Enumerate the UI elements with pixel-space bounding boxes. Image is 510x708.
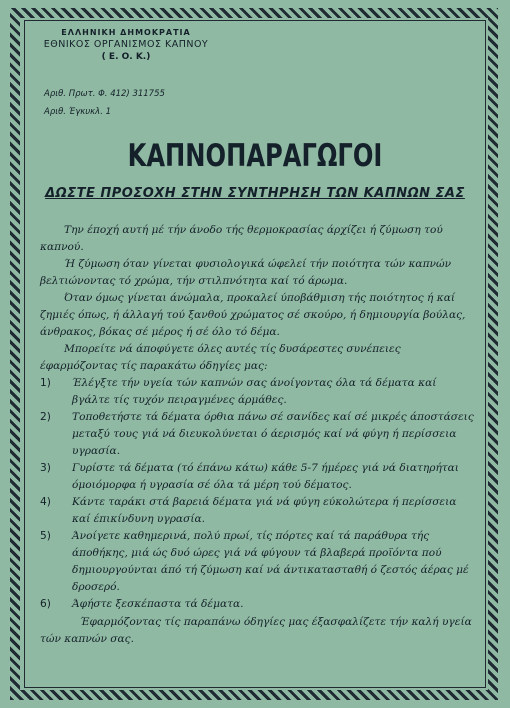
document-body [40, 222, 476, 648]
document-subtitle: ΔΩΣΤΕ ΠΡΟΣΟΧΗ ΣΤΗΝ ΣΥΝΤΗΡΗΣΗ ΤΩΝ ΚΑΠΝΩΝ ΣΑΣ [45, 186, 465, 201]
issuer-header [36, 28, 216, 62]
paragraph: Μπορείτε νά άποφύγετε όλες αυτές τίς δυσάρεστες συνέπειες έφαρμόζοντας τίς παρακάτω όδηγίες μας: [40, 343, 401, 372]
instruction-item [40, 528, 476, 596]
instruction-number: 2) [40, 411, 51, 423]
instruction-item [40, 409, 476, 460]
issuer-line-1: ΕΛΛΗΝΙΚΗ ΔΗΜΟΚΡΑΤΙΑ [61, 28, 191, 37]
instruction-number: 3) [40, 462, 51, 474]
instruction-number: 6) [40, 598, 51, 610]
protocol-number: Αριθ. Πρωτ. Φ. 412) 311755 [44, 89, 165, 99]
paragraph: Την έποχή αυτή μέ τήν άνοδο τής θερμοκρασίας άρχίζει ή ζύμωση τού καπνού. [40, 224, 443, 253]
issuer-line-3: ( Ε. Ο. Κ.) [101, 52, 151, 62]
circular-number: Αριθ. Έγκυκλ. 1 [44, 107, 112, 117]
instruction-item [40, 460, 476, 494]
instruction-number: 1) [40, 377, 51, 389]
instruction-number: 5) [40, 530, 51, 542]
instruction-text: Άνοίγετε καθημερινά, πολύ πρωί, τίς πόρτες καί τά παράθυρα τής άποθήκης, μιά ώς δυό ώρες γιά νά φύγουν τά βλαβερά προϊόντα πού δημιουργούνται άπό τή ζύμωση καί νά άντικατασταθή ό ζεστός άέρας μέ δροσερό. [72, 530, 469, 593]
instruction-number: 4) [40, 496, 51, 508]
instruction-text: Τοποθετήστε τά δέματα όρθια πάνω σέ σανίδες καί σέ μικρές άποστάσεις μεταξύ τους γιά νά διευκολύνεται ό άερισμός καί νά φύγη ή περίσσεια υγρασία. [72, 411, 474, 457]
document-title: ΚΑΠΝΟΠΑΡΑΓΩΓΟΙ [127, 138, 383, 174]
instruction-text: Κάντε ταράκι στά βαρειά δέματα γιά νά φύγη εύκολώτερα ή περίσσεια καί έπικίνδυνη υγρασία. [72, 496, 457, 525]
instruction-text: Έλέγξτε τήν υγεία τών καπνών σας άνοίγοντας όλα τά δέματα καί βγάλτε τίς τυχόν πειραγμένες άρμάθες. [72, 377, 437, 406]
instruction-text: Γυρίστε τά δέματα (τό έπάνω κάτω) κάθε 5-7 ήμέρες γιά νά διατηρήται όμοιόμορφα ή υγρασία σέ όλα τά μέρη τού δέματος. [72, 462, 459, 491]
paragraph: Όταν όμως γίνεται άνώμαλα, προκαλεί ύποβάθμιση τής ποιότητος ή καί ζημιές όπως, ή άλλαγή τού ξανθού χρώματος σέ σκούρο, ή δημιουργία βούλας, άνθρακος, βόκας σέ μέρος ή σέ όλο τό δέμα. [40, 292, 466, 338]
paragraph: Ή ζύμωση όταν γίνεται φυσιολογικά ώφελεί τήν ποιότητα τών καπνών βελτιώνοντας τό χρώμα, τήν στιλπνότητα καί τό άρωμα. [40, 258, 452, 287]
instruction-item [40, 375, 476, 409]
instruction-text: Άφήστε ξεσκέπαστα τά δέματα. [72, 598, 244, 610]
instruction-item [40, 596, 476, 613]
issuer-line-2: ΕΘΝΙΚΟΣ ΟΡΓΑΝΙΣΜΟΣ ΚΑΠΝΟΥ [43, 39, 209, 50]
instruction-item [40, 494, 476, 528]
closing-paragraph: Έφαρμόζοντας τίς παραπάνω όδηγίες μας έξασφαλίζετε τήν καλή υγεία τών καπνών σας. [40, 616, 472, 645]
